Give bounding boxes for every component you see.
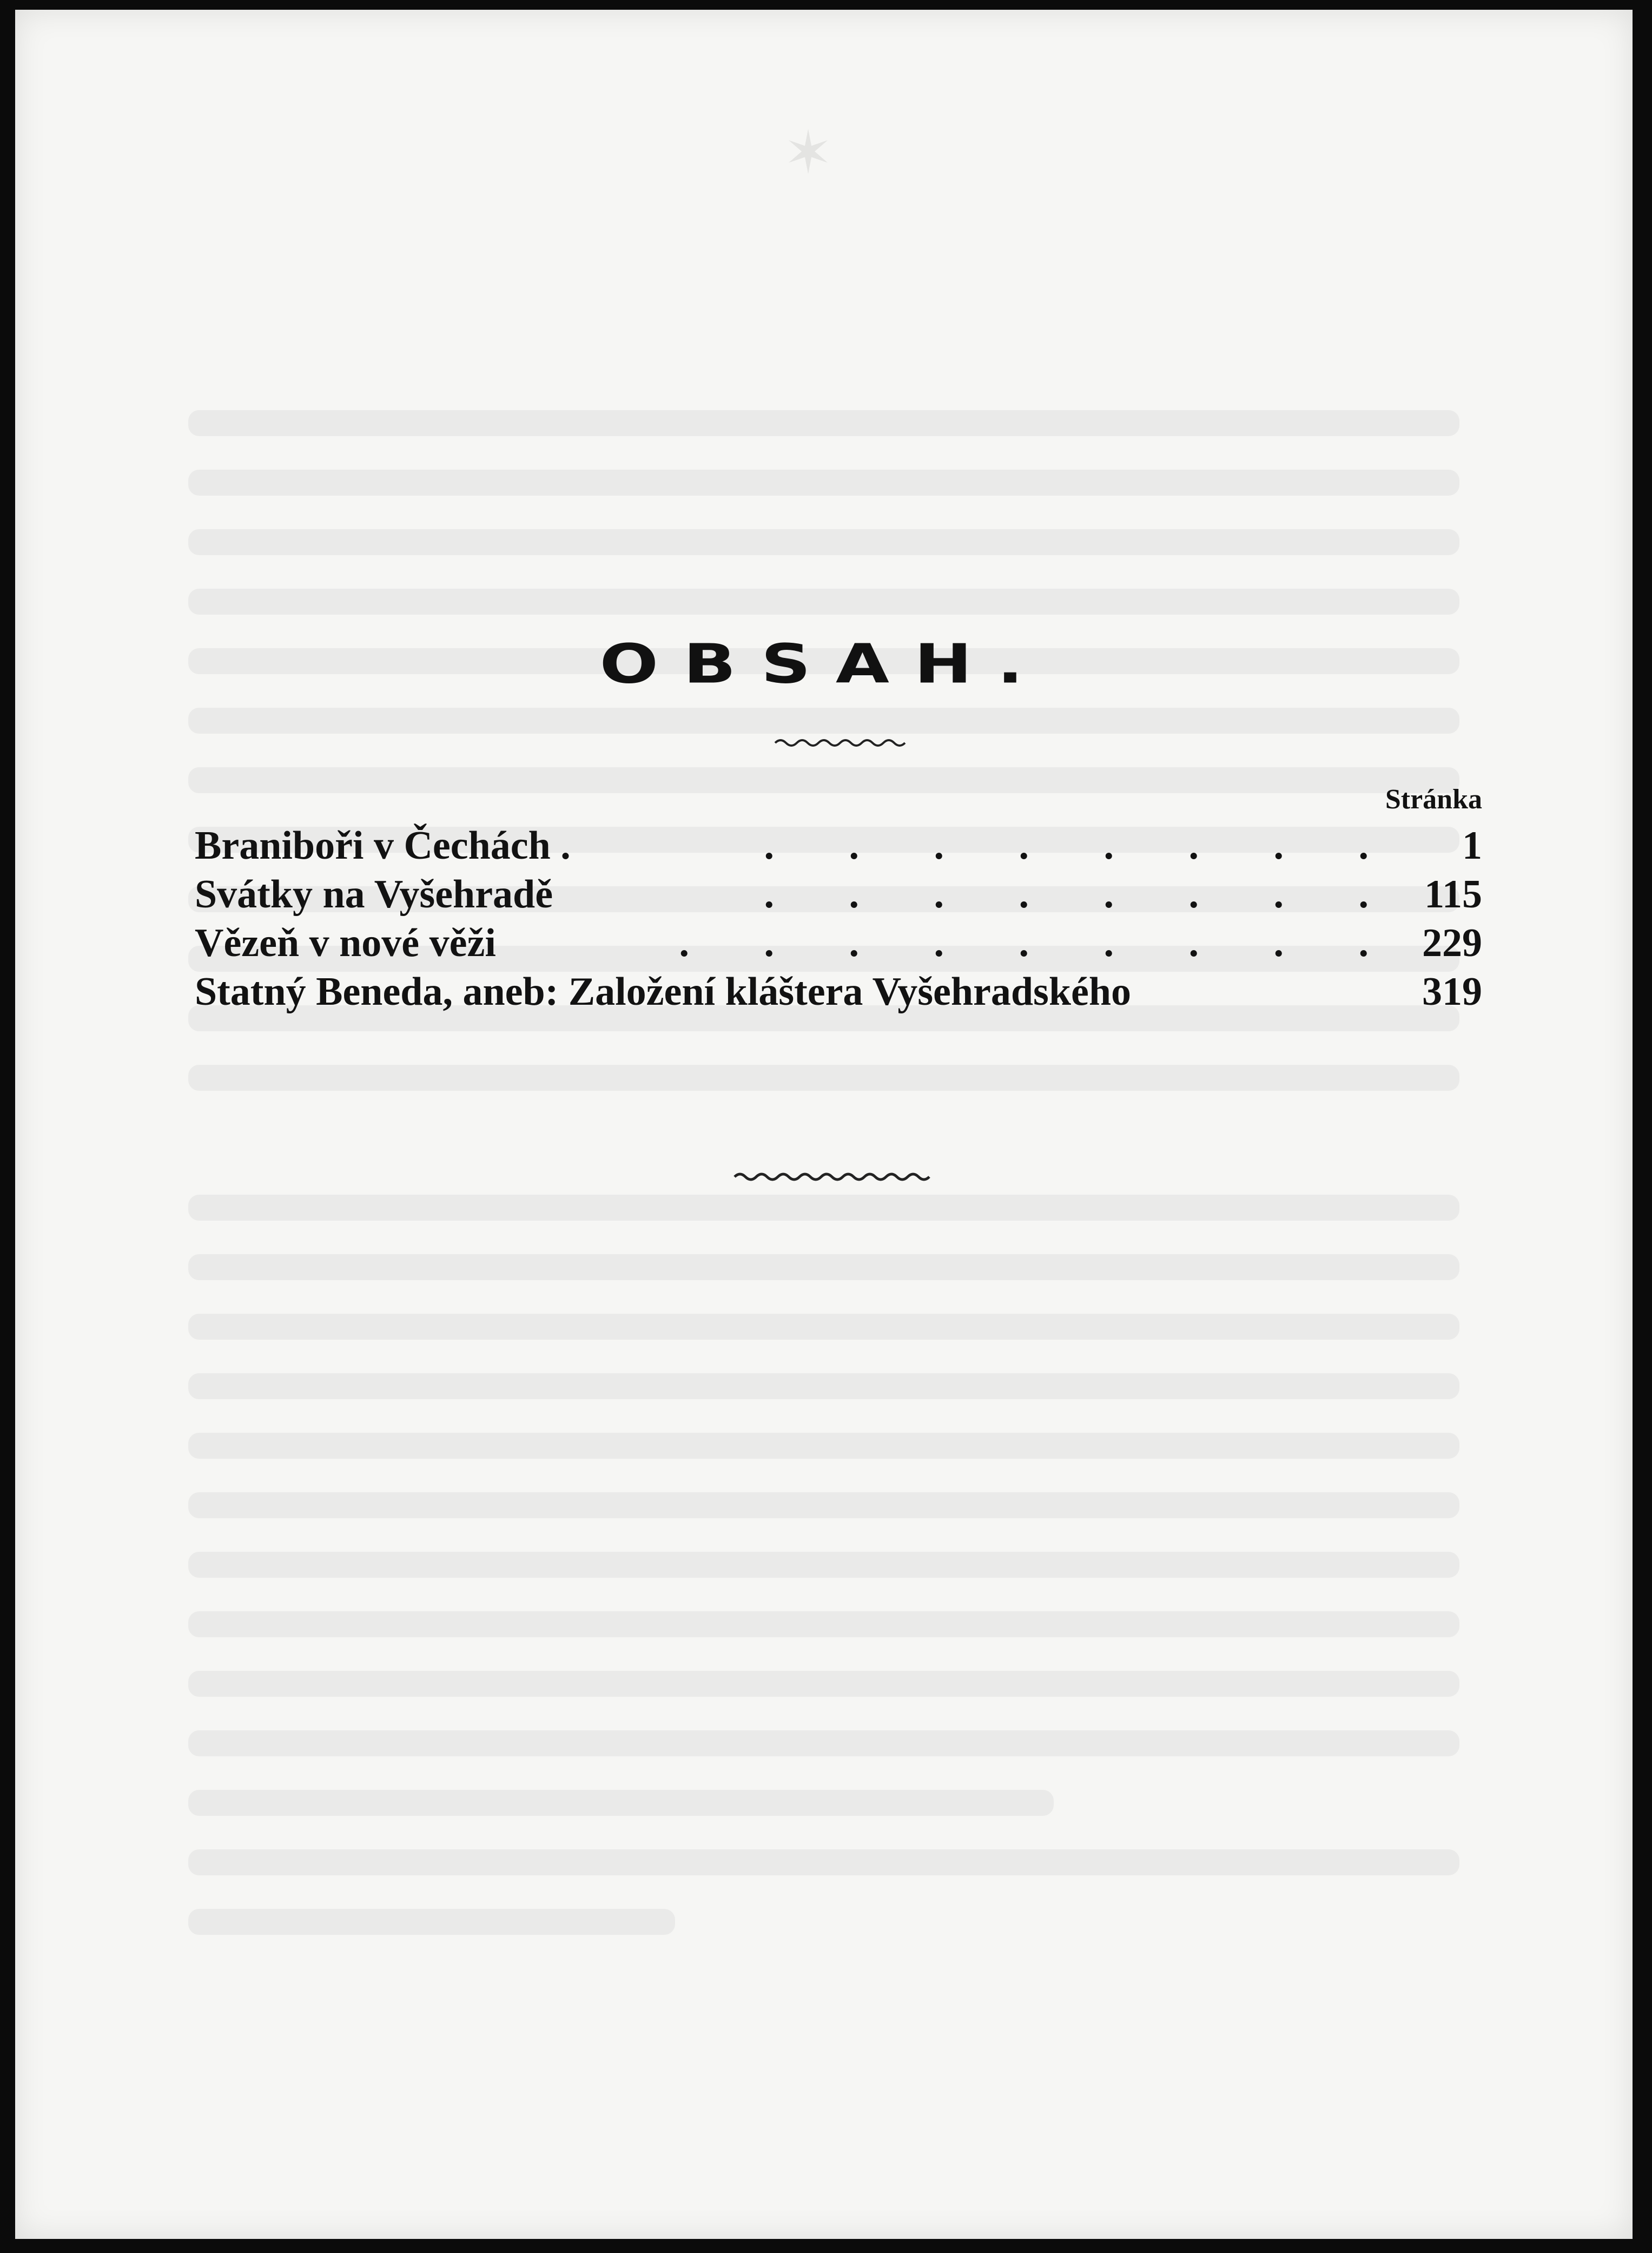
toc-entry-page: 229 xyxy=(1422,921,1482,965)
contents-heading: OBSAH. xyxy=(599,633,1048,696)
toc-entry xyxy=(195,870,1482,919)
top-ornament-divider xyxy=(772,735,913,751)
toc-entry-page: 319 xyxy=(1422,970,1482,1014)
toc-entry-title: Svátky na Vyšehradě xyxy=(195,872,553,917)
bleed-through-number: ✶ xyxy=(783,120,834,186)
toc-entry-page: 115 xyxy=(1424,872,1482,917)
toc-entry-title: Braniboři v Čechách . xyxy=(195,824,571,868)
toc-entry xyxy=(195,919,1482,967)
page-column-header: Stránka xyxy=(1385,784,1482,815)
toc-entry-title: Statný Beneda, aneb: Založení kláštera Vyšehradského xyxy=(195,970,1131,1014)
toc-entry xyxy=(195,821,1482,870)
toc-entry-leader: . . . . . . . . . xyxy=(679,921,1401,965)
toc-entry-leader: . . . . . . . . xyxy=(764,872,1401,917)
toc-entry xyxy=(195,967,1482,1016)
toc-entry-leader: . . . . . . . . xyxy=(764,824,1401,868)
bottom-ornament-divider xyxy=(732,1168,937,1186)
book-page xyxy=(15,10,1633,2239)
toc-entry-page: 1 xyxy=(1462,824,1482,868)
toc-entry-title: Vězeň v nové věži xyxy=(195,921,496,965)
